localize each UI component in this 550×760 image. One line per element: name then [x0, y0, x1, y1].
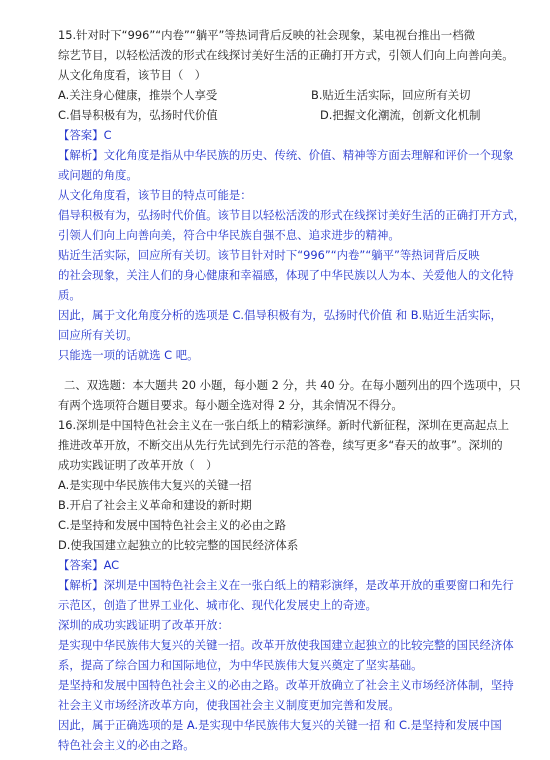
q15-stem-line-3: 从文化角度看，该节目（ ）: [58, 68, 207, 82]
q15-analysis-line-10: 回应所有关切。: [58, 328, 138, 342]
q16-analysis-line-6: 是坚持和发展中国特色社会主义的必由之路。改革开放确立了社会主义市场经济体制，坚持: [58, 678, 514, 692]
q15-stem-line-1: 15.针对时下“996”“内卷”“躺平”等热词背后反映的社会现象，某电视台推出一档微: [58, 28, 475, 42]
q16-option-a: A.是实现中华民族伟大复兴的关键一招: [58, 478, 252, 492]
q16-analysis-line-7: 社会主义市场经济改革方向，使我国社会主义制度更加完善和发展。: [58, 698, 400, 712]
q15-stem-line-2: 综艺节目，以轻松活泼的形式在线探讨美好生活的正确打开方式，引领人们向上向善向美。: [58, 48, 514, 62]
q15-analysis-line-2: 或问题的角度。: [58, 168, 138, 182]
q16-stem-line-3: 成功实践证明了改革开放（ ）: [58, 458, 218, 472]
q16-analysis-line-9: 特色社会主义的必由之路。: [58, 738, 195, 752]
q15-option-row-1: [58, 86, 471, 105]
q15-analysis-line-9: 因此，属于文化角度分析的选项是 C.倡导积极有为，弘扬时代价值 和 B.贴近生活实际，: [58, 308, 502, 322]
q15-answer: 【答案】C: [58, 128, 112, 142]
q15-analysis-line-4: 倡导积极有为，弘扬时代价值。该节目以轻松活泼的形式在线探讨美好生活的正确打开方式，: [58, 208, 526, 222]
q16-option-d: D.使我国建立起独立的比较完整的国民经济体系: [58, 538, 299, 552]
q16-analysis-line-4: 是实现中华民族伟大复兴的关键一招。改革开放使我国建立起独立的比较完整的国民经济体: [58, 638, 514, 652]
q15-analysis-line-5: 引领人们向上向善向美，符合中华民族自强不息、追求进步的精神。: [58, 228, 400, 242]
q15-analysis-line-8: 质。: [58, 288, 81, 302]
q15-option-a: A.关注身心健康，推崇个人享受: [58, 88, 218, 102]
q16-option-c: C.是坚持和发展中国特色社会主义的必由之路: [58, 518, 286, 532]
q16-analysis-line-8: 因此，属于正确选项的是 A.是实现中华民族伟大复兴的关键一招 和 C.是坚持和发展中国: [58, 718, 502, 732]
q16-answer: 【答案】AC: [58, 558, 120, 572]
section2-intro-line-2: 有两个选项符合题目要求。每小题全选对得 2 分，其余情况不得分。: [58, 398, 403, 412]
q16-analysis-line-5: 系，提高了综合国力和国际地位，为中华民族伟大复兴奠定了坚实基础。: [58, 658, 423, 672]
q16-analysis-line-2: 示范区，创造了世界工业化、城市化、现代化发展史上的奇迹。: [58, 598, 377, 612]
q15-analysis-line-3: 从文化角度看，该节目的特点可能是：: [58, 188, 252, 202]
q16-option-b: B.开启了社会主义革命和建设的新时期: [58, 498, 252, 512]
q15-option-b: B.贴近生活实际，回应所有关切: [311, 88, 471, 102]
q16-stem-line-1: 16.深圳是中国特色社会主义在一张白纸上的精彩演绎。新时代新征程，深圳在更高起点上: [58, 418, 509, 432]
q15-analysis-line-7: 的社会现象，关注人们的身心健康和幸福感，体现了中华民族以人为本、关爱他人的文化特: [58, 268, 514, 282]
q15-analysis-line-1: 【解析】文化角度是指从中华民族的历史、传统、价值、精神等方面去理解和评价一个现象: [58, 148, 514, 162]
q15-option-row-2: [58, 106, 481, 125]
q15-analysis-line-11: 只能选一项的话就选 C 吧。: [58, 348, 199, 362]
q16-stem-line-2: 推进改革开放，不断交出从先行先试到先行示范的答卷，续写更多“春天的故事”。深圳的: [58, 438, 503, 452]
q16-analysis-line-3: 深圳的成功实践证明了改革开放：: [58, 618, 229, 632]
q15-analysis-line-6: 贴近生活实际，回应所有关切。该节目针对时下“996”“内卷”“躺平”等热词背后反映: [58, 248, 480, 262]
section2-intro-line-1: 二、双选题：本大题共 20 小题，每小题 2 分，共 40 分。在每小题列出的四个选项中，只: [64, 378, 521, 392]
q15-option-c: C.倡导积极有为，弘扬时代价值: [58, 108, 218, 122]
q16-analysis-line-1: 【解析】深圳是中国特色社会主义在一张白纸上的精彩演绎，是改革开放的重要窗口和先行: [58, 578, 514, 592]
q15-option-d: D.把握文化潮流，创新文化机制: [320, 108, 481, 122]
